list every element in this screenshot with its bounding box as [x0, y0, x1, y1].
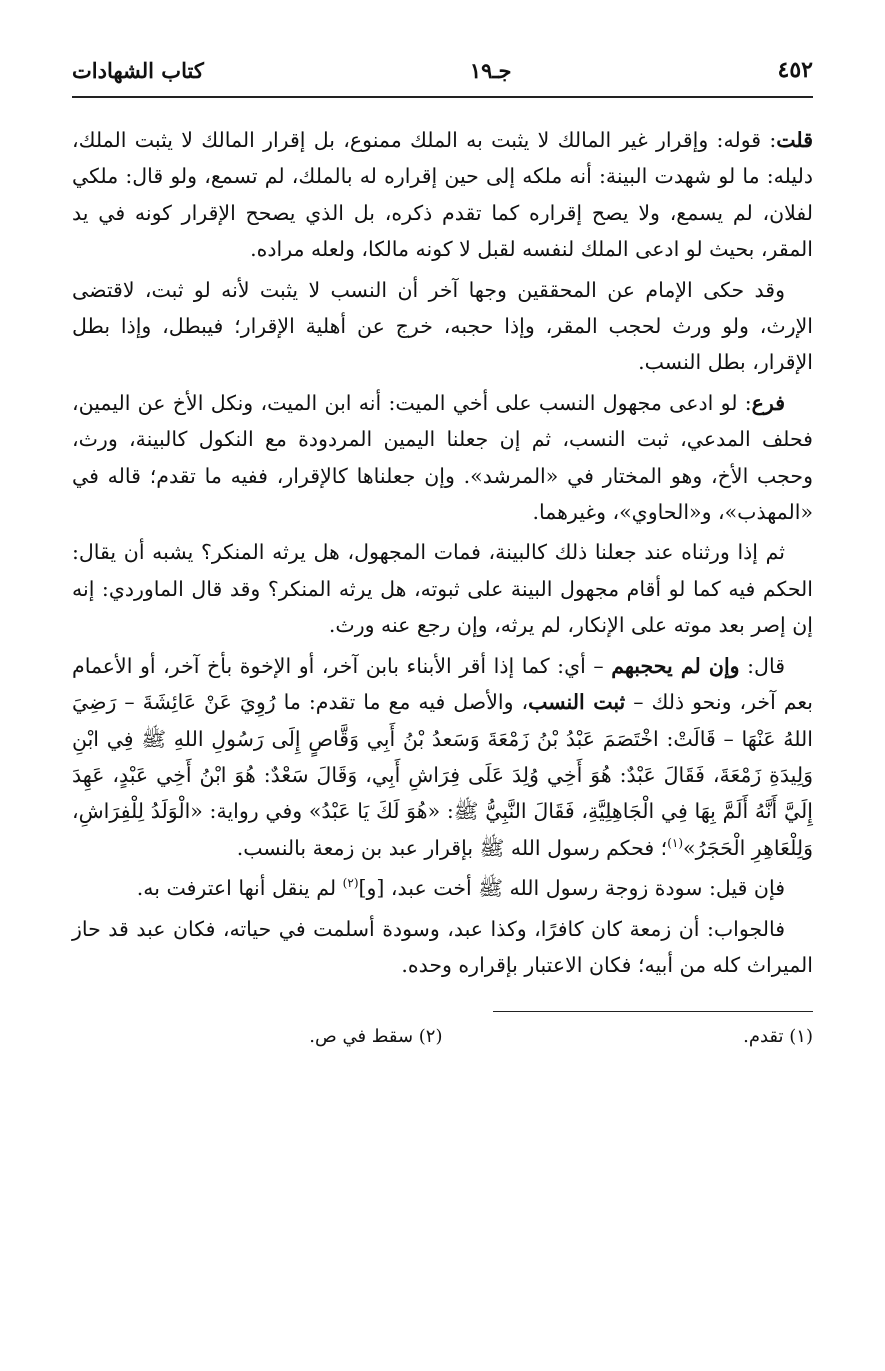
footnotes: [72, 1026, 813, 1047]
bold-term: فرع: [751, 390, 785, 415]
text-run: : لو ادعى مجهول النسب على أخي الميت: أنه ابن الميت، ونكل الأخ عن اليمين، فحلف المدعي، ثبت النسب، ثم إن جعلنا اليمين المردودة مع النكول كالبينة، ورث، وحجب الأخ، وهو المختار في «المرشد». وإن جعلناها كالإقرار، ففيه ما تقدم؛ قاله في «المهذب»، و«الحاوي»، وغيرهما.: [72, 390, 813, 525]
paragraph: [72, 272, 813, 381]
footnote-separator: [493, 1011, 813, 1012]
paragraph: [72, 385, 813, 531]
text-run: ثم إذا ورثناه عند جعلنا ذلك كالبينة، فمات المجهول، هل يرثه المنكر؟ يشبه أن يقال: الحكم فيه كما لو أقام مجهول البينة على ثبوته، هل يرثه المنكر؟ وقد قال الماوردي: إنه إن إصر بعد موته على الإنكار، لم يرثه، وإن رجع عنه ورث.: [72, 540, 813, 638]
paragraph: [72, 648, 813, 866]
page-number: ٤٥٢: [777, 57, 813, 83]
footnote-ref: (٢): [342, 876, 359, 891]
text-run: ؛ فحكم رسول الله ﷺ بإقرار عبد بن زمعة بالنسب.: [236, 835, 668, 860]
footnote-ref: (١): [667, 835, 684, 850]
bold-term: قلت: [776, 128, 813, 152]
text-run: وقد حكى الإمام عن المحققين وجها آخر أن النسب لا يثبت لأنه لو ثبت، لاقتضى الإرث، ولو ورث لحجب المقر، وإذا حجبه، خرج عن أهلية الإقرار؛ فيبطل، وإذا بطل الإقرار، بطل النسب.: [72, 277, 813, 375]
footnote: (٢) سقط في ص.: [309, 1026, 443, 1048]
text-run: فإن قيل: سودة زوجة رسول الله ﷺ أخت عبد، [و]: [358, 876, 785, 901]
text-run: ، والأصل فيه مع ما تقدم: ما رُوِيَ عَنْ عَائِشَةَ – رَضِيَ اللهُ عَنْهَا – قَالَتْ: اخْتَصَمَ عَبْدُ بْنُ زَمْعَةَ وَسَعدُ بْنُ أَبِي وَقَّاصٍ إِلَى رَسُولِ اللهِ ﷺ فِي ابْنِ وَلِيدَةِ زَمْعَةَ، فَقَالَ عَبْدٌ: هُوَ أَخِي وُلِدَ عَلَى فِرَاشِ أَبِي، وَقَالَ سَعْدٌ: هُوَ ابْنُ أَخِي عَبْدٍ، عَهِدَ إِلَيَّ أَنَّهُ أَلَمَّ بِهَا فِي الْجَاهِلِيَّةِ، فَقَالَ النَّبِيُّ ﷺ: «هُوَ لَكَ يَا عَبْدُ» وفي رواية: «الْوَلَدُ لِلْفِرَاشِ، وَلِلْعَاهِرِ الْحَجَرُ»: [72, 690, 813, 860]
paragraph: [72, 534, 813, 643]
footnote: (١) تقدم.: [743, 1026, 813, 1048]
book-title: كتاب الشهادات: [72, 57, 204, 83]
paragraph: [72, 122, 813, 268]
running-header: [72, 48, 813, 92]
bold-term: ثبت النسب: [528, 690, 626, 715]
text-run: فالجواب: أن زمعة كان كافرًا، وكذا عبد، وسودة أسلمت في حياته، فكان عبد قد حاز الميراث كله من أبيه؛ فكان الاعتبار بإقراره وحده.: [72, 916, 813, 977]
paragraph: [72, 911, 813, 984]
text-run: : قوله: وإقرار غير المالك لا يثبت به الملك ممنوع، بل إقرار المالك لا يثبت الملك، دليله: ما لو شهدت البينة: أنه ملكه إلى حين إقراره له بالملك، لم تسمع، ولو قال: ملكي لفلان، لم يسمع، ولا يصح إقراره كما تقدم ذكره، بل الذي يصحح الإقرار كونه في يد المقر، بحيث لو ادعى الملك لنفسه لقبل لا كونه مالكا، ولعله مراده.: [72, 128, 813, 262]
text-run: لم ينقل أنها اعترفت به.: [136, 876, 343, 901]
text-run: – أي: كما إذا أقر الأبناء بابن آخر، أو الإخوة بأخ آخر، أو الأعمام بعم آخر، ونحو ذلك –: [72, 653, 813, 715]
text-run: قال:: [739, 653, 785, 678]
volume-label: جـ١٩: [469, 57, 512, 83]
main-text: [72, 122, 813, 983]
bold-term: وإن لم يحجبهم: [611, 653, 740, 678]
header-rule: [72, 96, 813, 98]
paragraph: [72, 870, 813, 906]
